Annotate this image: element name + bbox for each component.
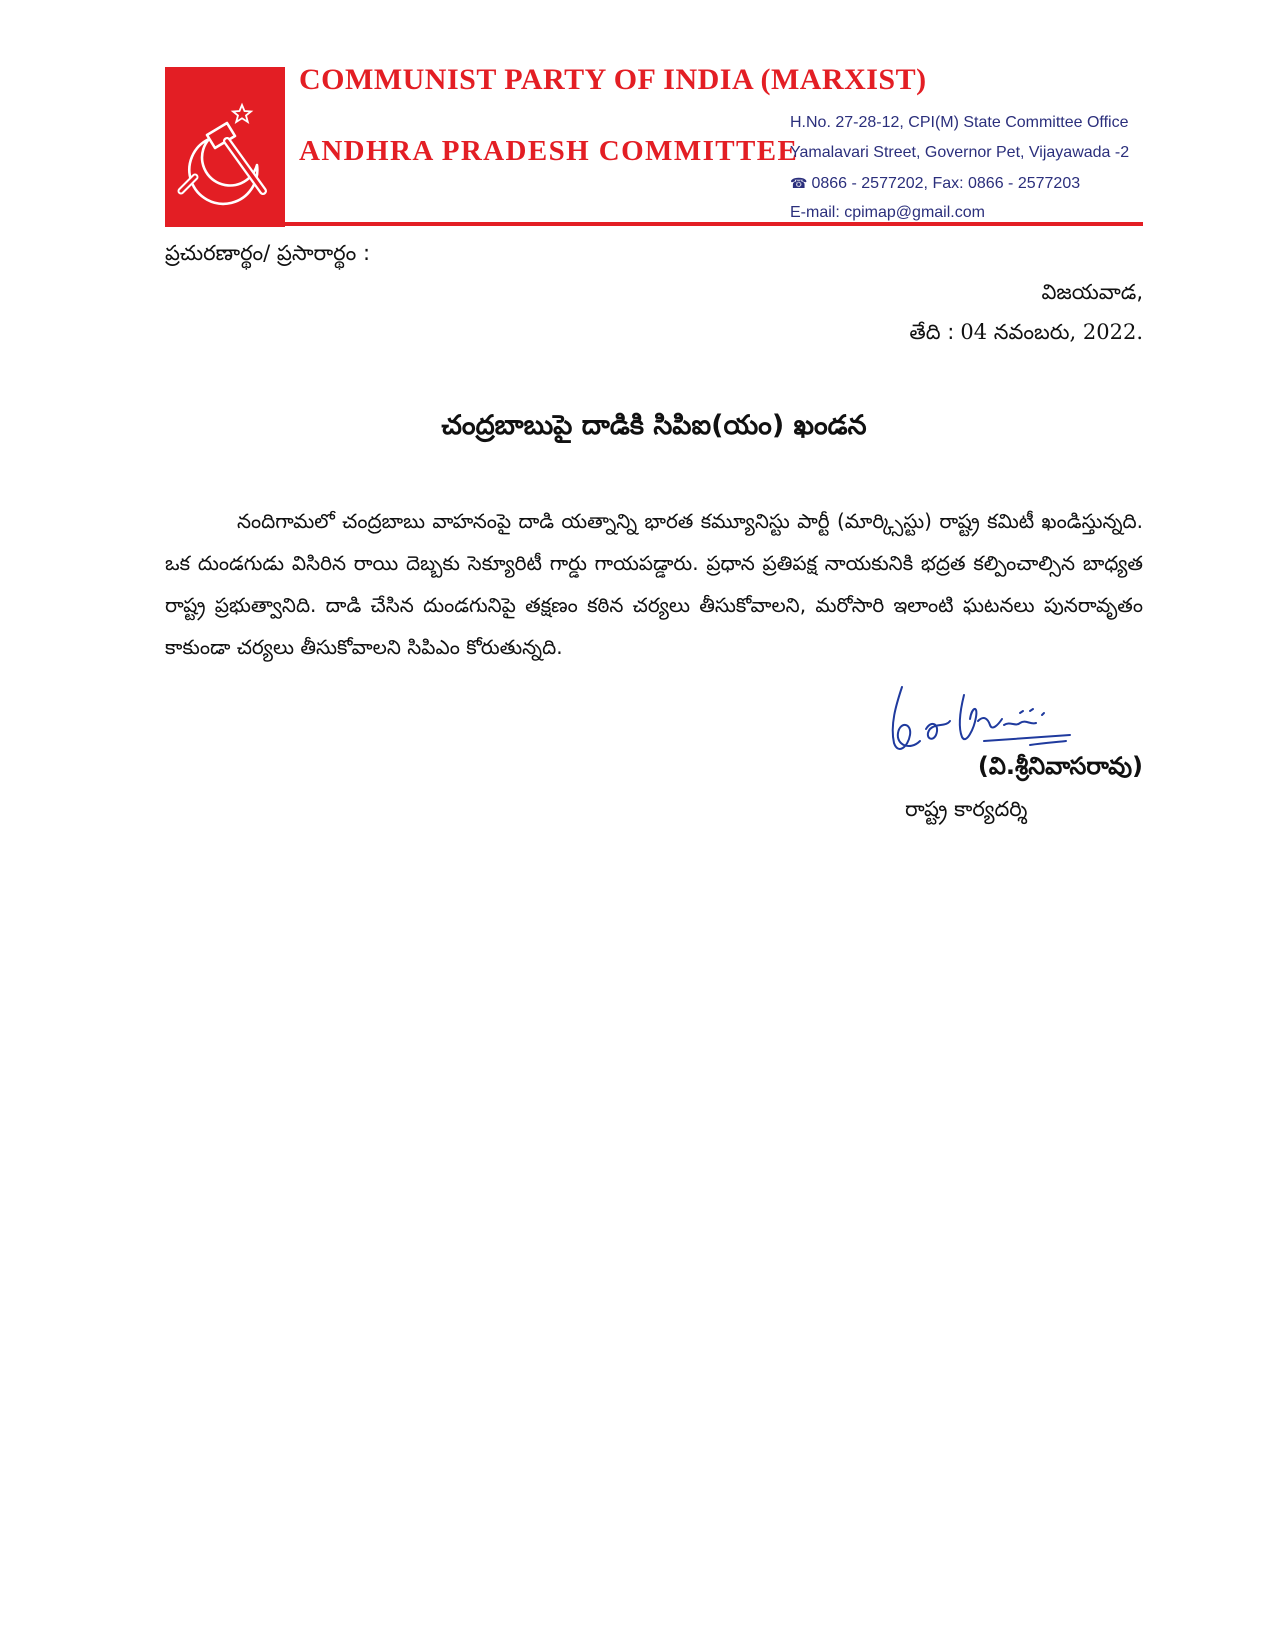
signer-name: (వి.శ్రీనివాసరావు) xyxy=(977,752,1143,780)
phone-icon: ☎ xyxy=(790,175,808,191)
org-name-line1: COMMUNIST PARTY OF INDIA (MARXIST) xyxy=(299,63,927,96)
party-logo xyxy=(165,67,285,227)
page-title: చంద్రబాబుపై దాడికి సిపిఐ(యం) ఖండన xyxy=(441,410,867,441)
body-paragraph: నందిగామలో చంద్రబాబు వాహనంపై దాడి యత్నాన్ని భారత కమ్యూనిస్టు పార్టీ (మార్క్సిస్టు) రాష్ట్ర కమిటీ ఖండిస్తున్నది. ఒక దుండగుడు విసిరిన రాయి దెబ్బకు సెక్యూరిటీ గార్డు గాయపడ్డారు. ప్రధాన ప్రతిపక్ష నాయకునికి భద్రత కల్పించాల్సిన బాధ్యత రాష్ట్ర ప్రభుత్వానిది. దాడి చేసిన దుండగునిపై తక్షణం కఠిన చర్యలు తీసుకోవాలని, మరోసారి ఇలాంటి ఘటనలు పునరావృతం కాకుండా చర్యలు తీసుకోవాలని సిపిఎం కోరుతున్నది. xyxy=(165,509,1143,659)
date-label: తేది : xyxy=(909,320,955,344)
letterhead-divider xyxy=(285,222,1143,226)
date-line xyxy=(909,320,1143,350)
contact-block xyxy=(790,108,1129,228)
hammer-sickle-icon xyxy=(165,67,285,227)
phone-text: 0866 - 2577202, Fax: 0866 - 2577203 xyxy=(811,175,1081,192)
address-line1: H.No. 27-28-12, CPI(M) State Committee Office xyxy=(790,114,1129,131)
date-value: 04 నవంబరు, 2022. xyxy=(960,320,1143,344)
org-name-line2: ANDHRA PRADESH COMMITTEE xyxy=(299,135,799,167)
place: విజయవాడ, xyxy=(1041,280,1143,304)
signer-designation: రాష్ట్ర కార్యదర్శి xyxy=(905,797,1028,821)
phone-line xyxy=(790,168,1129,198)
email-line: E-mail: cpimap@gmail.com xyxy=(790,204,985,221)
press-label: ప్రచురణార్థం/ ప్రసారార్థం : xyxy=(165,241,371,265)
address-line2: Yamalavari Street, Governor Pet, Vijayawada -2 xyxy=(790,144,1130,161)
